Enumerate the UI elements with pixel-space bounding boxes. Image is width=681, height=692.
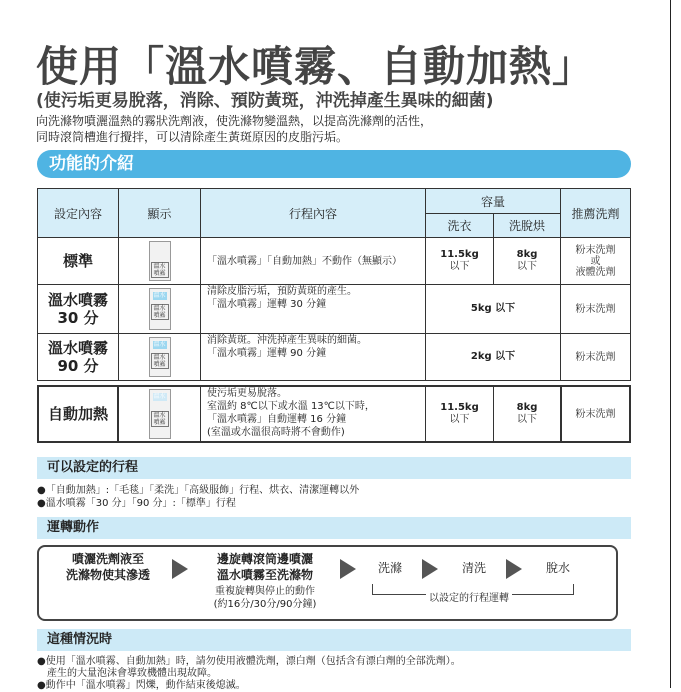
th-setting: 設定內容 xyxy=(37,188,119,238)
settable-bullet-2: ●溫水噴霧「30 分」「90 分」:「標準」行程 xyxy=(37,498,236,509)
intro-text xyxy=(36,113,432,145)
row-standard-name-text: 標準 xyxy=(62,252,93,270)
row-autoheat-name xyxy=(37,385,119,443)
row-spray90-name-1: 溫水噴霧 xyxy=(47,339,108,357)
section-operation-label: 運轉動作 xyxy=(47,520,100,535)
flow-step-rotate xyxy=(200,551,330,583)
section-features-label: 功能的介紹 xyxy=(49,154,134,174)
page-subtitle: (使污垢更易脫落，消除、預防黃斑，沖洗掉產生異味的細菌) xyxy=(36,91,494,111)
row-spray90-name-2: 90 分 xyxy=(57,357,99,375)
row-spray90-capacity: 2kg 以下 xyxy=(425,333,561,381)
flow-arrow-icon xyxy=(506,559,522,579)
th-display: 顯示 xyxy=(118,188,201,238)
row-standard-name xyxy=(37,237,119,285)
row-autoheat-detergent: 粉末洗劑 xyxy=(560,385,631,443)
row-spray90-detergent: 粉末洗劑 xyxy=(560,333,631,381)
row-spray30-desc-2: 「溫水噴霧」運轉 30 分鐘 xyxy=(207,299,327,310)
row-spray30-name-2: 30 分 xyxy=(57,309,99,327)
row-spray30-detergent: 粉末洗劑 xyxy=(560,284,631,334)
row-standard-rec-3: 液體洗劑 xyxy=(575,266,616,278)
display-word: 溫水噴霧 xyxy=(151,262,169,278)
flow-step-rotate-note xyxy=(200,585,330,611)
flow-step-spin: 脫水 xyxy=(545,561,570,575)
row-standard-wash-dry-value: 8kg xyxy=(516,249,538,260)
row-spray90-desc-2: 「溫水噴霧」運轉 90 分鐘 xyxy=(207,348,327,359)
situation-notes xyxy=(37,656,461,692)
flow-arrow-icon xyxy=(422,559,438,579)
page-title: 使用「溫水噴霧、自動加熱」 xyxy=(36,42,596,91)
situation-line-2: 產生的大量泡沫會導致機體出現故障。 xyxy=(47,668,217,679)
row-autoheat-desc-1: 使污垢更易脫落。 xyxy=(207,388,287,399)
flow-arrow-icon xyxy=(340,559,356,579)
section-settable-bar xyxy=(37,457,631,479)
th-process: 行程內容 xyxy=(200,188,426,238)
section-settable-label: 可以設定的行程 xyxy=(47,460,139,475)
row-standard-wash-unit: 以下 xyxy=(449,261,470,272)
flow-step-rinse: 清洗 xyxy=(461,561,486,575)
flow-step-wash: 洗滌 xyxy=(377,561,402,575)
row-spray30-name xyxy=(37,284,119,334)
section-situation-bar xyxy=(37,629,631,651)
row-spray30-desc xyxy=(200,284,426,334)
row-autoheat-wash-dry xyxy=(493,385,561,443)
th-wash-dry: 洗脫烘 xyxy=(493,213,561,238)
row-autoheat-wash-dry-unit: 以下 xyxy=(517,414,537,425)
th-detergent: 推薦洗劑 xyxy=(560,188,631,238)
row-spray30-capacity: 5kg 以下 xyxy=(425,284,561,334)
settable-list xyxy=(37,484,359,510)
display-panel-icon xyxy=(149,241,171,281)
row-standard-wash-dry-unit: 以下 xyxy=(517,261,537,272)
page-edge-line xyxy=(670,0,671,688)
display-panel-icon xyxy=(149,337,171,377)
row-spray30-desc-1: 清除皮脂污垢，預防黃斑的產生。 xyxy=(207,286,357,297)
row-spray90-display xyxy=(118,333,201,381)
row-standard-rec-1: 粉末洗劑 xyxy=(575,244,616,256)
display-panel-icon xyxy=(149,389,171,439)
intro-line-1: 向洗滌物噴灑溫熱的霧狀洗劑液，使洗滌物變溫熱，以提高洗滌劑的活性， xyxy=(36,114,433,128)
row-standard-display xyxy=(118,237,201,285)
flow-step-spray-1: 噴灑洗劑液至 xyxy=(71,552,144,566)
row-spray30-name-1: 溫水噴霧 xyxy=(47,291,108,309)
row-autoheat-desc-3: 「溫水噴霧」自動運轉 16 分鐘 xyxy=(207,414,347,425)
row-standard-desc xyxy=(200,237,426,285)
row-autoheat-desc-4: (室溫或水溫很高時將不會動作) xyxy=(207,427,345,438)
display-chip: 溫水 xyxy=(153,393,166,400)
flow-step-rotate-note-2: (約16分/30分/90分鐘) xyxy=(213,599,317,610)
row-autoheat-name-text: 自動加熱 xyxy=(47,405,108,423)
flow-step-rotate-1: 邊旋轉滾筒邊噴灑 xyxy=(216,552,313,566)
intro-line-2: 同時滾筒槽進行攪拌，可以清除產生黃斑原因的皮脂污垢。 xyxy=(36,130,349,144)
th-capacity: 容量 xyxy=(425,188,561,214)
row-autoheat-desc xyxy=(200,385,426,443)
display-chip: 溫水 xyxy=(153,341,166,348)
flow-step-spray xyxy=(52,551,164,583)
settable-bullet-1: ●「自動加熱」:「毛毯」「柔洗」「高級服飾」行程、烘衣、清潔運轉以外 xyxy=(37,485,360,496)
row-autoheat-wash-dry-value: 8kg xyxy=(516,402,538,413)
flow-arrow-icon xyxy=(172,559,188,579)
row-spray90-name xyxy=(37,333,119,381)
row-autoheat-wash-unit: 以下 xyxy=(449,414,470,425)
display-word: 溫水噴霧 xyxy=(151,353,169,369)
th-wash: 洗衣 xyxy=(425,213,494,238)
section-operation-bar xyxy=(37,517,631,539)
flow-bracket-label: 以設定的行程運轉 xyxy=(426,589,512,604)
row-autoheat-display xyxy=(118,385,201,443)
section-situation-label: 這種情況時 xyxy=(47,632,113,647)
row-standard-wash xyxy=(425,237,494,285)
row-autoheat-desc-2: 室溫約 8℃以下或水溫 13℃以下時， xyxy=(207,401,375,412)
row-spray90-desc-1: 消除黃斑。沖洗掉產生異味的細菌。 xyxy=(207,335,367,346)
flow-step-rotate-2: 溫水噴霧至洗滌物 xyxy=(216,568,313,582)
display-word: 溫水噴霧 xyxy=(151,304,169,320)
situation-line-1: ●使用「溫水噴霧、自動加熱」時，請勿使用液體洗劑，漂白劑（包括含有漂白劑的全部洗劑）。 xyxy=(37,656,461,667)
section-features-bar xyxy=(37,150,631,178)
row-autoheat-wash-value: 11.5kg xyxy=(440,402,479,413)
situation-line-3: ●動作中「溫水噴霧」閃爍，動作結束後熄滅。 xyxy=(37,680,246,691)
row-spray90-desc xyxy=(200,333,426,381)
flow-step-rotate-note-1: 重複旋轉與停止的動作 xyxy=(215,586,315,597)
row-standard-rec-2: 或 xyxy=(590,255,601,267)
display-chip: 溫水 xyxy=(153,292,166,299)
row-standard-detergent xyxy=(560,237,631,285)
row-standard-wash-value: 11.5kg xyxy=(440,249,479,260)
row-spray30-display xyxy=(118,284,201,334)
flow-step-spray-2: 洗滌物使其滲透 xyxy=(65,568,150,582)
display-panel-icon xyxy=(149,288,171,330)
display-word: 溫水噴霧 xyxy=(151,411,169,427)
row-standard-desc-text: 「溫水噴霧」「自動加熱」不動作（無顯示） xyxy=(207,255,402,267)
row-autoheat-wash xyxy=(425,385,494,443)
row-standard-wash-dry xyxy=(493,237,561,285)
